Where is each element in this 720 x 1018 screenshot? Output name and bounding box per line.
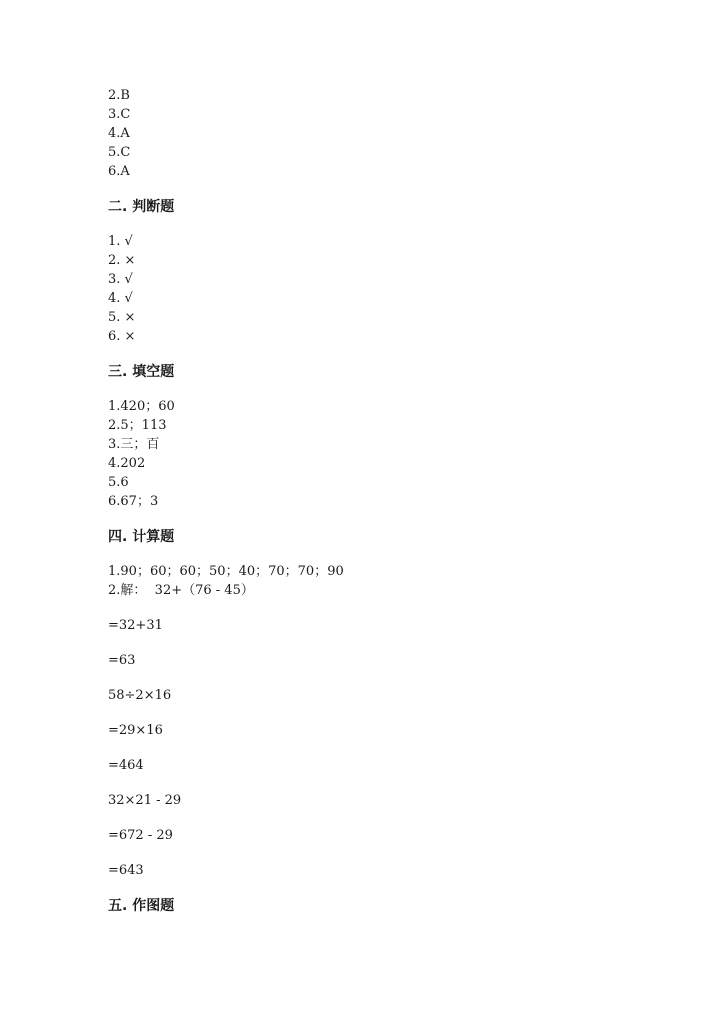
answer-line: 1. √	[108, 234, 133, 249]
answer-line: 1.90；60；60；50；40；70；70；90	[108, 564, 344, 579]
answer-line: 4.202	[108, 456, 146, 471]
answer-page	[108, 86, 668, 931]
answer-line: 6.67；3	[108, 494, 159, 509]
section-heading-drawing: 五. 作图题	[108, 898, 175, 914]
calculation-step: =643	[108, 863, 144, 878]
answer-line: 2.B	[108, 88, 130, 103]
answer-line: 6. ×	[108, 329, 136, 344]
answer-line: 2.5；113	[108, 418, 167, 433]
calculation-step: 58÷2×16	[108, 688, 172, 703]
calculation-step: 32×21 - 29	[108, 793, 182, 808]
answer-line: 4.A	[108, 126, 130, 141]
answer-line: 6.A	[108, 164, 130, 179]
calculation-answers	[108, 562, 668, 880]
calculation-step: =672 - 29	[108, 828, 173, 843]
answer-line: 3. √	[108, 272, 133, 287]
section-heading-calculation: 四. 计算题	[108, 529, 175, 545]
answer-line: 1.420；60	[108, 399, 175, 414]
fill-blank-answers	[108, 397, 668, 511]
section-heading-fill-blank: 三. 填空题	[108, 364, 175, 380]
choice-answers	[108, 86, 668, 181]
answer-line: 3.三；百	[108, 437, 160, 452]
answer-line: 2.解： 32+（76 - 45）	[108, 583, 254, 598]
answer-line: 5. ×	[108, 310, 136, 325]
calculation-step: =32+31	[108, 618, 163, 633]
judgment-answers	[108, 232, 668, 346]
answer-line: 4. √	[108, 291, 133, 306]
answer-line: 2. ×	[108, 253, 136, 268]
answer-line: 5.C	[108, 145, 131, 160]
calculation-step: =29×16	[108, 723, 163, 738]
answer-line: 5.6	[108, 475, 129, 490]
answer-line: 3.C	[108, 107, 131, 122]
section-heading-judgment: 二. 判断题	[108, 199, 175, 215]
calculation-step: =464	[108, 758, 144, 773]
calculation-step: =63	[108, 653, 136, 668]
